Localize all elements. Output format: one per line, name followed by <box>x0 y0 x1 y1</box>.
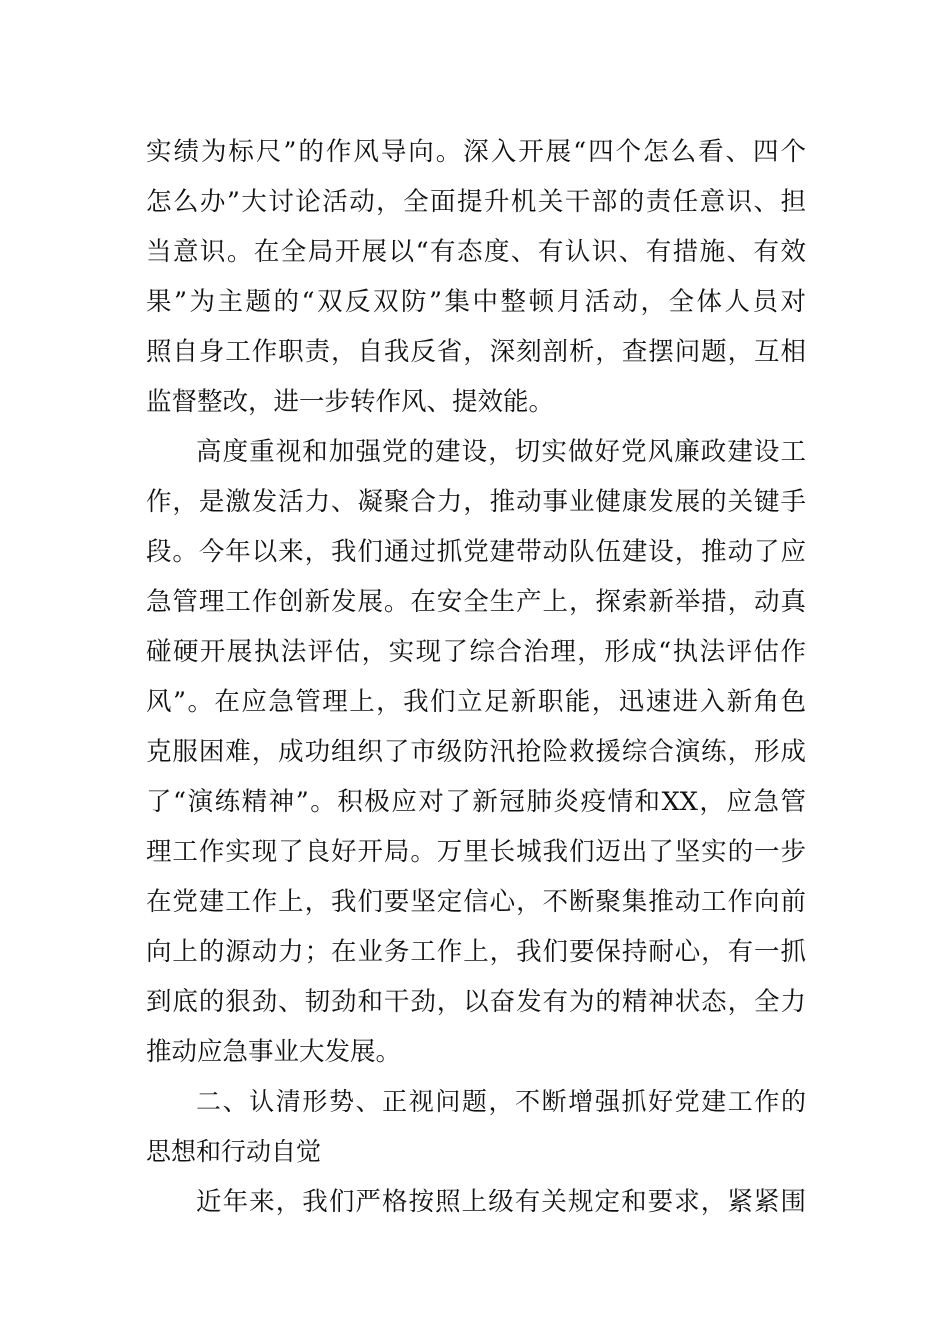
text-line: 实绩为标尺”的作风导向。深入开展“四个怎么看、四个 <box>146 137 806 167</box>
paragraph-first-line: 近年来，我们严格按照上级有关规定和要求，紧紧围 <box>196 1187 806 1217</box>
text-line: 了“演练精神”。积极应对了新冠肺炎疫情和XX，应急管 <box>146 787 806 817</box>
text-line: 向上的源动力；在业务工作上，我们要保持耐心，有一抓 <box>146 937 806 967</box>
text-line: 急管理工作创新发展。在安全生产上，探索新举措，动真 <box>146 587 806 617</box>
text-line: 监督整改，进一步转作风、提效能。 <box>146 387 555 417</box>
section-heading: 二、认清形势、正视问题，不断增强抓好党建工作的 <box>196 1087 806 1116</box>
text-line: 当意识。在全局开展以“有态度、有认识、有措施、有效 <box>146 237 806 267</box>
text-line: 克服困难，成功组织了市级防汛抢险救援综合演练，形成 <box>146 737 806 767</box>
text-line: 照自身工作职责，自我反省，深刻剖析，查摆问题，互相 <box>146 337 806 367</box>
text-line: 怎么办”大讨论活动，全面提升机关干部的责任意识、担 <box>146 187 806 217</box>
text-line: 在党建工作上，我们要坚定信心，不断聚集推动工作向前 <box>146 887 806 917</box>
section-heading-continued: 思想和行动自觉 <box>146 1137 322 1166</box>
text-line: 段。今年以来，我们通过抓党建带动队伍建设，推动了应 <box>146 537 806 567</box>
text-line: 推动应急事业大发展。 <box>146 1037 402 1067</box>
text-line: 风”。在应急管理上，我们立足新职能，迅速进入新角色 <box>146 687 806 717</box>
text-line: 碰硬开展执法评估，实现了综合治理，形成“执法评估作 <box>146 637 806 667</box>
text-line: 到底的狠劲、韧劲和干劲，以奋发有为的精神状态，全力 <box>146 987 806 1017</box>
text-line: 果”为主题的“双反双防”集中整顿月活动，全体人员对 <box>146 287 806 317</box>
text-line: 理工作实现了良好开局。万里长城我们迈出了坚实的一步 <box>146 837 806 867</box>
paragraph-first-line: 高度重视和加强党的建设，切实做好党风廉政建设工 <box>196 437 806 467</box>
text-line: 作，是激发活力、凝聚合力，推动事业健康发展的关键手 <box>146 487 806 517</box>
